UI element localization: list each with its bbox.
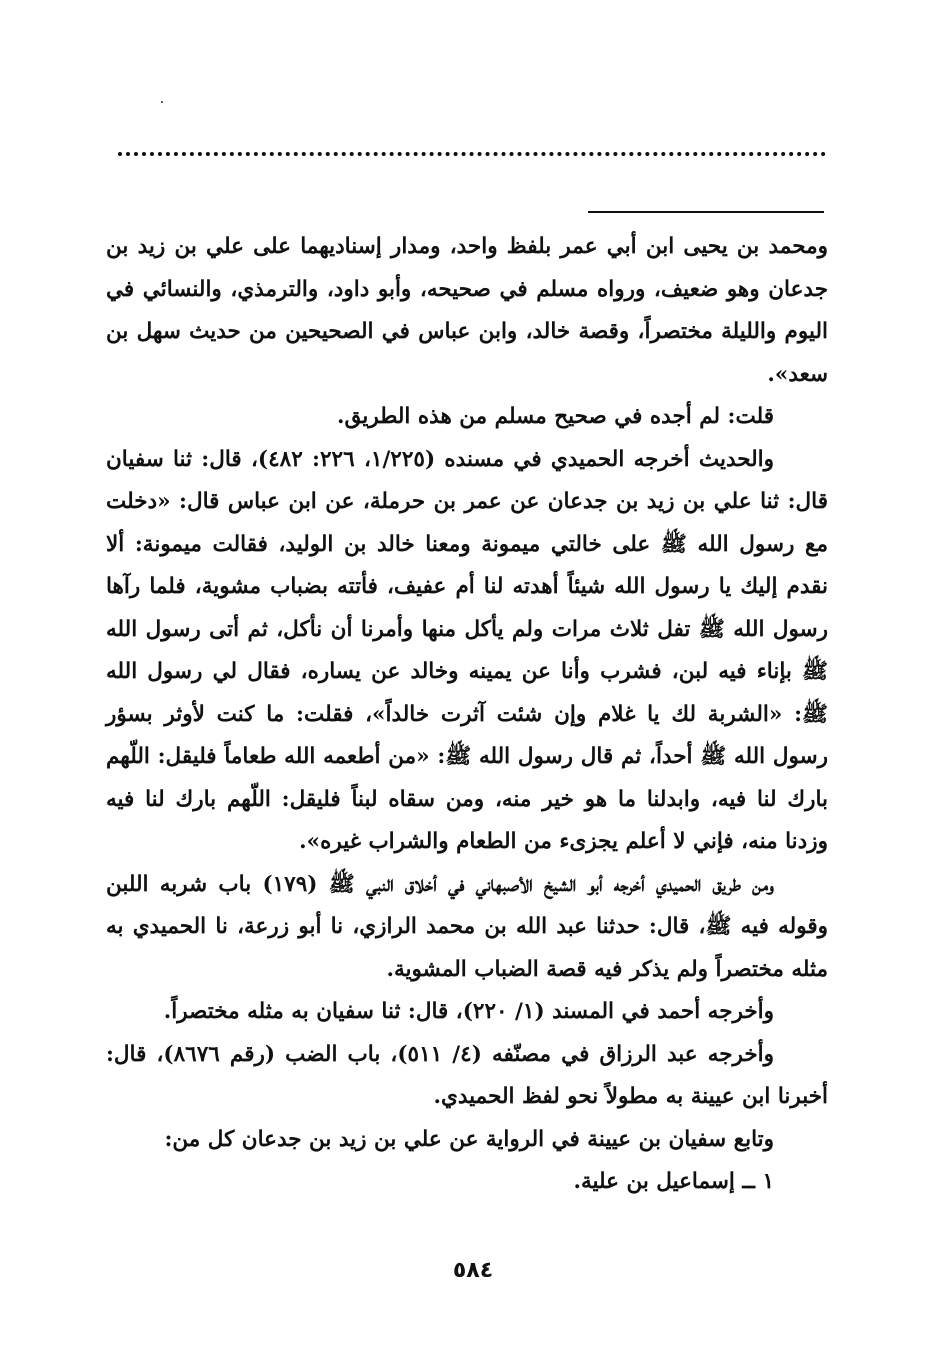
paragraph-3: والحديث أخرجه الحميدي في مسنده (١/٢٢٥، ٢٢٦: ٤٨٢)، قال: ثنا سفيان قال: ثنا علي بن زيد بن جدعان عن عمر بن حرملة، عن ابن عباس قال: «دخلت مع رسول الله ﷺ على خالتي ميمونة ومعنا خالد بن الوليد، فقالت ميمونة: ألا نقدم إليك يا رسول الله شيئاً أهدته لنا أم عفيف، فأتته بضباب مشوية، فلما رآها رسول الله ﷺ تفل ثلاث مرات ولم يأكل منها وأمرنا أن نأكل، ثم أتى رسول الله ﷺ بإناء فيه لبن، فشرب وأنا عن يمينه وخالد عن يساره، فقال لي رسول الله ﷺ: «الشربة لك يا غلام وإن شئت آثرت خالداً»، فقلت: ما كنت لأوثر بسؤر رسول الله ﷺ أحداً، ثم قال رسول الله ﷺ: «من أطعمه الله طعاماً فليقل: اللّهم بارك لنا فيه، وابدلنا ما هو خير منه، ومن سقاه لبناً فليقل: اللّهم بارك لنا فيه وزدنا منه، فإني لا أعلم يجزىء من الطعام والشراب غيره». — [106, 446, 828, 854]
paragraph-7: وتابع سفيان بن عيينة في الرواية عن علي بن زيد بن جدعان كل من: — [164, 1126, 774, 1152]
paragraph-1: ومحمد بن يحيى ابن أبي عمر بلفظ واحد، ومدار إسناديهما على علي بن زيد بن جدعان وهو ضعيف، ورواه مسلم في صحيحه، وأبو داود، والترمذي، والنسائي في اليوم والليلة مختصراً، وقصة خالد، وابن عباس في الصحيحين من حديث سهل بن سعد». — [106, 234, 828, 387]
paragraph-2: قلت: لم أجده في صحيح مسلم من هذه الطريق. — [336, 404, 774, 429]
paragraph-4: ومن طريق الحميدي أخرجه أبو الشيخ الأصبهاني في أخلاق النبي ﷺ (١٧٩) باب شربه اللبن وقوله فيه ﷺ، قال: حدثنا عبد الله بن محمد الرازي، نا أبو زرعة، نا الحميدي به مثله مختصراً ولم يذكر فيه قصة الضباب المشوية. — [106, 871, 828, 982]
dotted-separator — [118, 152, 826, 156]
print-speck — [161, 101, 163, 103]
paragraph-6: وأخرجه عبد الرزاق في مصنّفه (٤/ ٥١١)، باب الضب (رقم ٨٦٧٦)، قال: أخبرنا ابن عيينة به مطولاً نحو لفظ الحميدي. — [106, 1041, 828, 1109]
body-text — [106, 226, 828, 1204]
paragraph-5: وأخرجه أحمد في المسند (١/ ٢٢٠)، قال: ثنا سفيان به مثله مختصراً. — [163, 999, 774, 1024]
page-number: ٥٨٤ — [452, 1258, 494, 1283]
paragraph-8: ١ ــ إسماعيل بن علية. — [573, 1169, 774, 1194]
footnote-rule — [588, 211, 824, 213]
